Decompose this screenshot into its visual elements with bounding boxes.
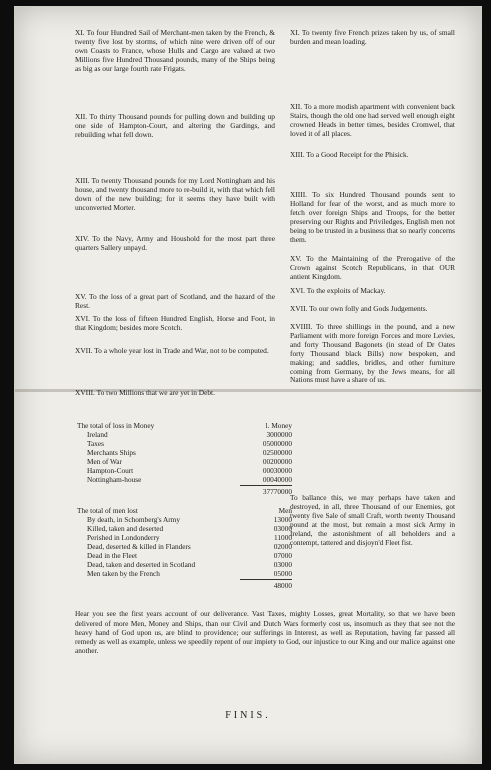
men-title: The total of men lost xyxy=(77,506,138,515)
money-title: The total of loss in Money xyxy=(77,421,155,430)
men-row-label: Dead, taken and deserted in Scotland xyxy=(87,560,196,569)
men-row-value: 02000 xyxy=(273,542,292,551)
money-total-row xyxy=(77,487,292,496)
men-row-label: Killed, taken and deserted xyxy=(87,524,164,533)
men-total-rule xyxy=(240,579,292,580)
left-item: XVII. To a whole year lost in Trade and War, not to be computed. xyxy=(75,346,269,355)
men-row xyxy=(77,515,292,524)
left-item: XIII. To twenty Thousand pounds for my Lord Nottingham and his house, and twenty thousand more to re-build it, with that which fell down of the new building; for it seems they have built with unconverted Morter. xyxy=(75,176,275,212)
men-row-label: Men taken by the French xyxy=(87,569,160,578)
men-row-label: Dead in the Fleet xyxy=(87,551,138,560)
men-row xyxy=(77,560,292,569)
money-row-value: 00200000 xyxy=(262,457,292,466)
men-row-label: Dead, deserted & killed in Flanders xyxy=(87,542,191,551)
money-row xyxy=(77,439,292,448)
men-row-value: 03000 xyxy=(273,560,292,569)
men-row xyxy=(77,569,292,578)
right-item: XVII. To our own folly and Gods Judgements. xyxy=(290,304,428,313)
money-total: 37770000 xyxy=(262,487,292,496)
men-unit: Men xyxy=(278,506,292,515)
money-row-label: Merchants Ships xyxy=(87,448,136,457)
left-item: XIV. To the Navy, Army and Houshold for the most part three quarters Sallery unpayd. xyxy=(75,234,275,252)
finis-heading: FINIS. xyxy=(225,710,271,721)
right-item: XVI. To the exploits of Mackay. xyxy=(290,286,386,295)
money-total-rule xyxy=(240,485,292,486)
money-row-value: 02500000 xyxy=(262,448,292,457)
men-total: 48000 xyxy=(273,581,292,590)
right-column xyxy=(290,29,455,389)
money-unit: l. Money xyxy=(265,421,292,430)
money-row xyxy=(77,475,292,484)
men-row-value: 03000 xyxy=(273,524,292,533)
broadside-sheet xyxy=(14,6,482,764)
money-row-label: Hampton-Court xyxy=(87,466,134,475)
men-total-row xyxy=(77,581,292,590)
right-item: XII. To a more modish apartment with convenient back Stairs, though the old one had served well enough eight crowned Heads in better times, besides Cromwel, that loved it of all places. xyxy=(290,102,455,138)
left-item: XI. To four Hundred Sail of Merchant-men taken by the French, & twenty five lost by storms, of which nine were driven off of our own Coasts to France, whose Hulls and Cargo are valued at two Millions five Hundred Thousand pounds, many of the Ships being as big as our large fourth rate Frigats. xyxy=(75,28,275,73)
left-item: XV. To the loss of a great part of Scotland, and the hazard of the Rest. xyxy=(75,292,275,310)
money-row-value: 00040000 xyxy=(262,475,292,484)
left-item: XVIII. To two Millions that we are yet in Debt. xyxy=(75,388,215,397)
money-row xyxy=(77,466,292,475)
men-header xyxy=(77,506,292,515)
men-row xyxy=(77,542,292,551)
money-row-label: Ireland xyxy=(87,430,108,439)
right-item: XIIII. To six Hundred Thousand pounds sent to Holland for fear of the worst, and as much more to fetch over foreign Ships and Troops, for the better preserving our Rights and Priviledges, English men not being to be trusted in a business that so nearly concerns them. xyxy=(290,190,455,244)
men-row-label: Perished in Londonderry xyxy=(87,533,160,542)
right-item: XV. To the Maintaining of the Prerogative of the Crown against Scotch Republicans, in that OUR antient Kingdom. xyxy=(290,254,455,281)
right-item: XI. To twenty five French prizes taken by us, of small burden and mean loading. xyxy=(290,28,455,46)
money-row-value: 05000000 xyxy=(262,439,292,448)
left-item: XII. To thirty Thousand pounds for pulling down and building up one side of Hampton-Court, and altering the Gardings, and rebuilding what fell down. xyxy=(75,112,275,139)
money-row-label: Nottingham-house xyxy=(87,475,142,484)
men-row-label: By death, in Schomberg's Army xyxy=(87,515,180,524)
men-row xyxy=(77,524,292,533)
balance-paragraph: To ballance this, we may perhaps have taken and destroyed, in all, three Thousand of our Enemies, got twenty five Sale of small Craft, worth twenty Thousand pound at the most, but remain a most sick Army in Ireland, the astonishment of all beholders and a contempt, tattered and disjoyn'd Fleet fist. xyxy=(290,493,455,548)
money-row xyxy=(77,457,292,466)
left-item: XVI. To the loss of fifteen Hundred English, Horse and Foot, in that Kingdom; besides more Scotch. xyxy=(75,314,275,332)
money-row-value: 00030000 xyxy=(262,466,292,475)
right-item: XVIIII. To three shillings in the pound, and a new Parliament with more foreign Forces and more Levies, and forty Thousand Bagonets (in stead of Dr Oates forty Thousand black Bills) now bespoken, and making; and saddles, bridles, and other furniture coming from Germany, by the Jews means, for all Nations must have a share of us. xyxy=(290,322,455,385)
men-row-value: 13000 xyxy=(273,515,292,524)
men-row-value: 05000 xyxy=(273,569,292,578)
men-row-value: 11000 xyxy=(274,533,292,542)
closing-paragraph: Hear you see the first years account of our deliverance. Vast Taxes, mighty Losses, great Mortality, so that we have been delivered of more Men, Money and Ships, than our Civil and Dutch Wars formerly cost us, insomuch as they that see not the heavy hand of God upon us, are blind to providence; our sufferings in Interest, as well as Reputation, having far passed all remedy as well as example, unless we speedily repent of our impiety to God, our injustice to our King and our malice against one another. xyxy=(75,609,455,656)
money-row-label: Taxes xyxy=(87,439,104,448)
money-header xyxy=(77,421,292,430)
money-row xyxy=(77,430,292,439)
money-row xyxy=(77,448,292,457)
money-row-label: Men of War xyxy=(87,457,122,466)
right-item: XIII. To a Good Receipt for the Phisick. xyxy=(290,150,409,159)
men-row-value: 07000 xyxy=(273,551,292,560)
men-row xyxy=(77,533,292,542)
men-row xyxy=(77,551,292,560)
money-row-value: 3000000 xyxy=(266,430,292,439)
totals-tables xyxy=(77,421,292,590)
left-column xyxy=(75,29,275,402)
